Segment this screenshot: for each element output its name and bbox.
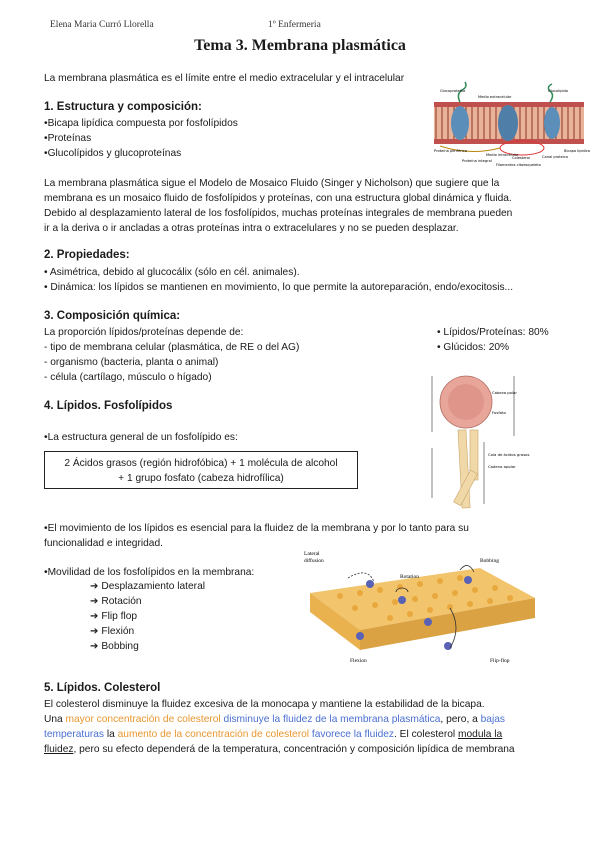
phospholipid-formula-box (44, 451, 358, 489)
motion-label-flipflop: Flip-flop (490, 658, 510, 664)
s5-favorece-fluidez: favorece la fluidez (311, 729, 395, 740)
s3-lipid-protein-ratio: • Lípidos/Proteínas: 80% (437, 327, 549, 338)
s3-glucidos: • Glúcidos: 20% (437, 342, 510, 353)
s4-mobility-heading: •Movilidad de los fosfolípidos en la membrana: (44, 567, 255, 578)
formula-line-1: 2 Ácidos grasos (región hidrofóbica) + 1 molécula de alcohol (64, 458, 338, 469)
section1-heading: 1. Estructura y composición: (44, 101, 202, 113)
s5-fluidez: fluidez (44, 744, 74, 755)
fig-label-extracelular: Medio extracelular (478, 95, 512, 99)
fig-label-integral: Proteína integral (462, 159, 492, 163)
course-label: 1º Enfermeria (268, 20, 321, 30)
s4-bullet-structure: •La estructura general de un fosfolípido es: (44, 432, 238, 443)
s4-movement-line-2: funcionalidad e integridad. (44, 538, 163, 549)
mobility-item-bobbing: ➔ Bobbing (90, 641, 139, 652)
phospho-label-apolar: Cadena apolar (488, 464, 516, 469)
s5-aumento-concentracion: aumento de la concentración de colesterol (117, 729, 310, 740)
motion-label-lateral: Lateral (304, 551, 320, 557)
fig-label-glucoproteina: Glucoproteína (440, 89, 466, 93)
fig-label-canal: Canal proteico (542, 155, 569, 159)
fig-label-bicapa: Bicapa lipídica (564, 149, 591, 153)
phospho-label-head: Cabeza polar (492, 390, 517, 395)
section2-heading: 2. Propiedades: (44, 249, 130, 261)
section3-heading: 3. Composición química: (44, 310, 181, 322)
s5-line-2 (44, 712, 505, 727)
s3-line-1: La proporción lípidos/proteínas depende de: (44, 327, 244, 338)
phospho-label-tail: Cola de ácidos grasos (488, 452, 530, 457)
s1-para-line-2: membrana es un mosaico fluido de fosfolípidos y proteínas, con una estructura global dinámica y fluida. (44, 193, 512, 204)
s1-bullet-2: •Proteínas (44, 133, 92, 144)
motion-label-diffusion: diffusion (304, 558, 324, 564)
s5-modula-la: modula la (458, 729, 503, 740)
s5-temperaturas: temperaturas (44, 729, 105, 740)
phospholipid-figure (428, 372, 530, 510)
membrane-structure-figure (430, 84, 592, 170)
s5-l3b: la (104, 729, 118, 740)
motion-label-rotation: Rotation (400, 574, 419, 580)
mobility-item-rotation: ➔ Rotación (90, 596, 142, 607)
lipid-motion-figure (300, 548, 540, 670)
s2-bullet-2: • Dinámica: los lípidos se mantienen en movimiento, lo que permite la autoreparación, endo/exocitosis... (44, 282, 514, 293)
page-title: Tema 3. Membrana plasmática (194, 37, 406, 54)
s1-para-line-1: La membrana plasmática sigue el Modelo de Mosaico Fluido (Singer y Nicholson) que sugiere que la (44, 178, 500, 189)
s1-para-line-3: Debido al desplazamiento lateral de los fosfolípidos, muchas proteínas integrales de membrana pueden (44, 208, 513, 219)
fig-label-periferica: Proteína periférica (434, 149, 468, 153)
s2-bullet-1: • Asimétrica, debido al glucocálix (sólo en cél. animales). (44, 267, 300, 278)
fig-label-glucolipido: Glucolípido (548, 89, 568, 93)
mobility-item-flexion: ➔ Flexión (90, 626, 135, 637)
section4-heading: 4. Lípidos. Fosfolípidos (44, 400, 173, 412)
fig-label-citoesqueleto: Filamentos citoesqueleto (496, 163, 541, 167)
s3-line-2: - tipo de membrana celular (plasmática, de RE o del AG) (44, 342, 300, 353)
s5-l2a: Una (44, 714, 66, 725)
mobility-item-lateral: ➔ Desplazamiento lateral (90, 581, 205, 592)
s5-line-4 (44, 742, 515, 757)
motion-label-flexion: Flexion (350, 658, 367, 664)
section5-heading: 5. Lípidos. Colesterol (44, 682, 161, 694)
s1-bullet-1: •Bicapa lipídica compuesta por fosfolípidos (44, 118, 238, 129)
s4-movement-line-1: •El movimiento de los lípidos es esencial para la fluidez de la membrana y por lo tanto para su (44, 523, 469, 534)
phospho-label-phosphate: Fosfato (492, 410, 506, 415)
s5-mayor-concentracion: mayor concentración de colesterol (65, 714, 221, 725)
author-name: Elena Maria Curró Llorella (50, 20, 154, 30)
fig-label-intracelular: Medio intracelular (486, 153, 519, 157)
s5-l3f: . El colesterol (394, 729, 458, 740)
motion-label-bobbing: Bobbing (480, 558, 499, 564)
s5-l2e: , pero, a (440, 714, 481, 725)
intro-text: La membrana plasmática es el límite entre el medio extracelular y el intracelular (44, 73, 405, 84)
s5-l4b: , pero su efecto dependerá de la temperatura, concentración y composición lipídica de membrana (73, 744, 515, 755)
s5-bajas: bajas (480, 714, 505, 725)
s3-line-4: - célula (cartílago, músculo o hígado) (44, 372, 212, 383)
s5-disminuye-fluidez: disminuye la fluidez de la membrana plasmática (223, 714, 441, 725)
s5-line-3 (44, 727, 502, 742)
formula-line-2: + 1 grupo fosfato (cabeza hidrofílica) (118, 473, 284, 484)
s1-bullet-3: •Glucolípidos y glucoproteínas (44, 148, 182, 159)
s3-line-3: - organismo (bacteria, planta o animal) (44, 357, 219, 368)
mobility-item-flipflop: ➔ Flip flop (90, 611, 138, 622)
s5-line-1: El colesterol disminuye la fluidez excesiva de la monocapa y mantiene la estabilidad de la bicapa. (44, 699, 485, 710)
fig-label-colesterol: Colesterol (512, 156, 531, 160)
s1-para-line-4: ir a la deriva o ir ancladas a otras proteínas intra o extracelulares y no se pueden desplazar. (44, 223, 459, 234)
